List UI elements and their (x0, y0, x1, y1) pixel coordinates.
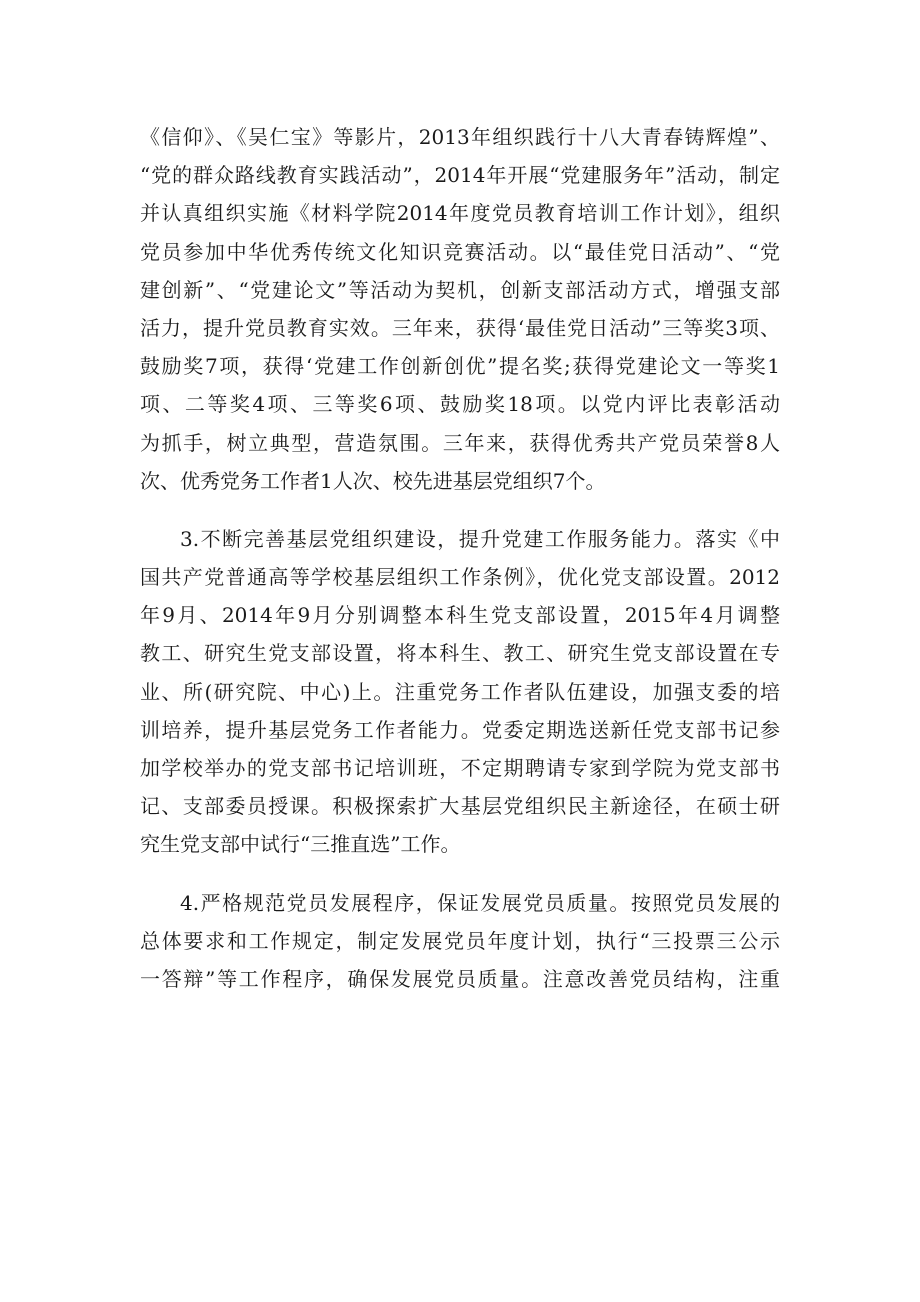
text-line: 国共产党普通高等学校基层组织工作条例》，优化党支部设置。2012 (140, 565, 780, 590)
text-line: 训培养，提升基层党务工作者能力。党委定期选送新任党支部书记参 (140, 717, 780, 742)
text-line: “党的群众路线教育实践活动”，2014年开展“党建服务年”活动，制定 (140, 163, 780, 188)
text-line: 一答辩”等工作程序，确保发展党员质量。注意改善党员结构，注重 (140, 966, 780, 991)
text-line: 教工、研究生党支部设置，将本科生、教工、研究生党支部设置在专 (140, 641, 780, 666)
text-line: 记、支部委员授课。积极探索扩大基层党组织民主新途径，在硕士研 (140, 794, 780, 819)
text-line: 次、优秀党务工作者1人次、校先进基层党组织7个。 (140, 468, 606, 493)
text-line: 年9月、2014年9月分别调整本科生党支部设置，2015年4月调整 (140, 603, 780, 628)
text-line: 《信仰》、《吴仁宝》等影片，2013年组织践行十八大青春铸辉煌”、 (140, 125, 780, 149)
text-line: 总体要求和工作规定，制定发展党员年度计划，执行“三投票三公示 (140, 928, 780, 953)
text-line: 并认真组织实施《材料学院2014年度党员教育培训工作计划》，组织 (140, 201, 780, 226)
text-line: 为抓手，树立典型，营造氛围。三年来，获得优秀共产党员荣誉8人 (140, 430, 780, 455)
text-line: 究生党支部中试行“三推直选”工作。 (140, 832, 461, 857)
text-line: 党员参加中华优秀传统文化知识竞赛活动。以“最佳党日活动”、“党 (140, 239, 780, 264)
paragraph-3 (140, 884, 780, 999)
text-line: 鼓励奖7项，获得‘党建工作创新创优”提名奖;获得党建论文一等奖1 (140, 354, 780, 379)
paragraph-spacer (140, 500, 780, 520)
text-line: 3.不断完善基层党组织建设，提升党建工作服务能力。落实《中 (180, 526, 780, 551)
text-line: 活力，提升党员教育实效。三年来，获得‘最佳党日活动”三等奖3项、 (140, 315, 780, 340)
text-line: 建创新”、“党建论文”等活动为契机，创新支部活动方式，增强支部 (140, 277, 780, 302)
paragraph-1 (140, 118, 780, 500)
document-page (140, 118, 780, 998)
paragraph-spacer (140, 864, 780, 884)
text-line: 项、二等奖4项、三等奖6项、鼓励奖18项。以党内评比表彰活动 (140, 392, 780, 417)
text-line: 加学校举办的党支部书记培训班，不定期聘请专家到学院为党支部书 (140, 756, 780, 780)
text-line: 4.严格规范党员发展程序，保证发展党员质量。按照党员发展的 (180, 890, 780, 915)
text-line: 业、所(研究院、中心)上。注重党务工作者队伍建设，加强支委的培 (140, 679, 780, 704)
paragraph-2 (140, 520, 780, 864)
